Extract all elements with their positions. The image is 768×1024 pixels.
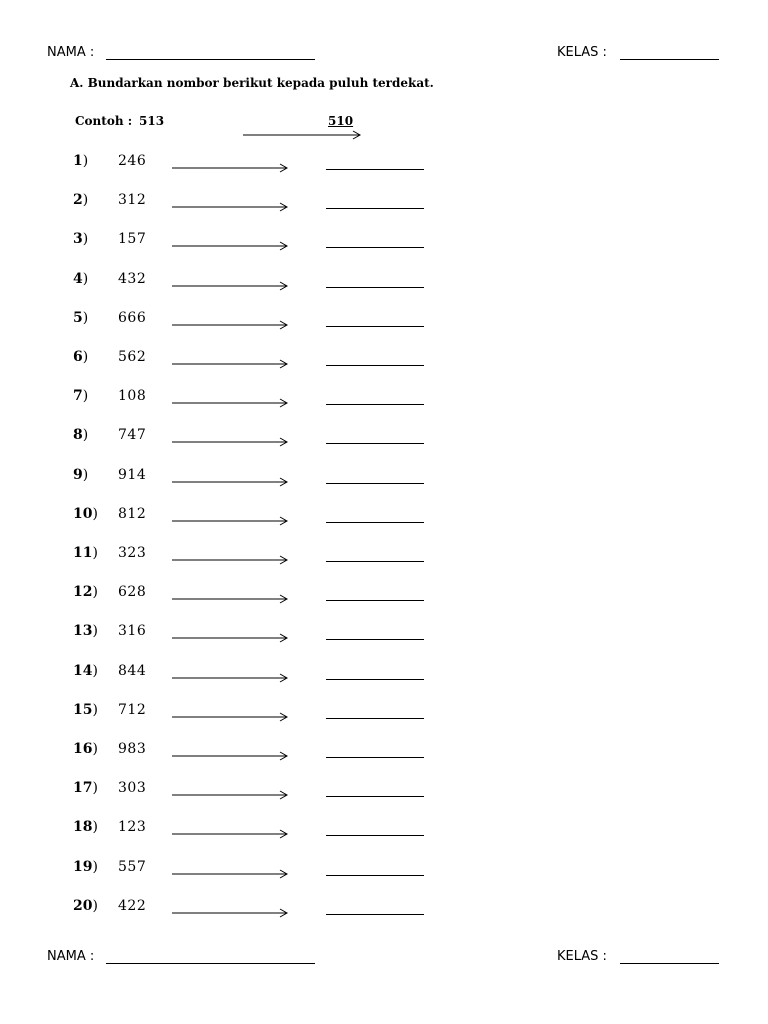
question-index: 1) bbox=[73, 153, 89, 169]
footer-class-label: KELAS : bbox=[557, 949, 607, 964]
question-number: 422 bbox=[118, 898, 147, 914]
arrow-icon bbox=[172, 319, 290, 331]
answer-blank[interactable] bbox=[326, 326, 424, 327]
question-number: 666 bbox=[118, 310, 147, 326]
arrow-icon bbox=[172, 554, 290, 566]
question-number: 557 bbox=[118, 859, 147, 875]
question-row bbox=[0, 310, 768, 334]
arrow-icon bbox=[172, 240, 290, 252]
question-number: 432 bbox=[118, 271, 147, 287]
arrow-icon bbox=[172, 868, 290, 880]
question-index: 16) bbox=[73, 741, 98, 757]
arrow-icon bbox=[172, 907, 290, 919]
question-row bbox=[0, 545, 768, 569]
footer-class-field[interactable] bbox=[620, 963, 719, 964]
answer-blank[interactable] bbox=[326, 169, 424, 170]
answer-blank[interactable] bbox=[326, 639, 424, 640]
question-row bbox=[0, 702, 768, 726]
answer-blank[interactable] bbox=[326, 561, 424, 562]
question-number: 323 bbox=[118, 545, 147, 561]
footer-name-label: NAMA : bbox=[47, 949, 95, 964]
question-index-number: 9 bbox=[73, 467, 83, 483]
question-index: 17) bbox=[73, 780, 98, 796]
question-row bbox=[0, 780, 768, 804]
question-index-number: 13 bbox=[73, 623, 93, 639]
question-index-number: 17 bbox=[73, 780, 93, 796]
question-index-number: 19 bbox=[73, 859, 93, 875]
question-number: 844 bbox=[118, 663, 147, 679]
question-row bbox=[0, 467, 768, 491]
question-index: 7) bbox=[73, 388, 89, 404]
question-index: 3) bbox=[73, 231, 89, 247]
question-row bbox=[0, 231, 768, 255]
question-number: 303 bbox=[118, 780, 147, 796]
question-index-number: 10 bbox=[73, 506, 93, 522]
answer-blank[interactable] bbox=[326, 483, 424, 484]
question-index-number: 11 bbox=[73, 545, 93, 561]
question-row bbox=[0, 859, 768, 883]
question-number: 983 bbox=[118, 741, 147, 757]
arrow-icon bbox=[172, 711, 290, 723]
arrow-icon bbox=[172, 397, 290, 409]
question-row bbox=[0, 663, 768, 687]
example-label: Contoh : bbox=[75, 114, 133, 128]
question-number: 108 bbox=[118, 388, 147, 404]
question-row bbox=[0, 741, 768, 765]
question-number: 157 bbox=[118, 231, 147, 247]
example-arrow-icon bbox=[243, 129, 363, 141]
question-number: 914 bbox=[118, 467, 147, 483]
answer-blank[interactable] bbox=[326, 835, 424, 836]
question-row bbox=[0, 271, 768, 295]
question-index-number: 18 bbox=[73, 819, 93, 835]
question-index-number: 3 bbox=[73, 231, 83, 247]
question-index-number: 6 bbox=[73, 349, 83, 365]
question-index: 11) bbox=[73, 545, 98, 561]
question-index: 5) bbox=[73, 310, 89, 326]
arrow-icon bbox=[172, 515, 290, 527]
question-index: 19) bbox=[73, 859, 98, 875]
question-row bbox=[0, 349, 768, 373]
question-row bbox=[0, 623, 768, 647]
question-index-number: 8 bbox=[73, 427, 83, 443]
question-row bbox=[0, 192, 768, 216]
question-index-number: 12 bbox=[73, 584, 93, 600]
question-index: 2) bbox=[73, 192, 89, 208]
question-index: 15) bbox=[73, 702, 98, 718]
question-row bbox=[0, 153, 768, 177]
question-index-number: 4 bbox=[73, 271, 83, 287]
footer-name-field[interactable] bbox=[106, 963, 315, 964]
arrow-icon bbox=[172, 162, 290, 174]
question-row bbox=[0, 819, 768, 843]
question-number: 312 bbox=[118, 192, 147, 208]
answer-blank[interactable] bbox=[326, 875, 424, 876]
answer-blank[interactable] bbox=[326, 914, 424, 915]
example-number: 513 bbox=[139, 114, 165, 128]
arrow-icon bbox=[172, 201, 290, 213]
question-index-number: 14 bbox=[73, 663, 93, 679]
question-index-number: 1 bbox=[73, 153, 83, 169]
question-index: 18) bbox=[73, 819, 98, 835]
question-number: 316 bbox=[118, 623, 147, 639]
arrow-icon bbox=[172, 672, 290, 684]
question-index: 20) bbox=[73, 898, 98, 914]
arrow-icon bbox=[172, 828, 290, 840]
question-index-number: 2 bbox=[73, 192, 83, 208]
answer-blank[interactable] bbox=[326, 365, 424, 366]
question-number: 562 bbox=[118, 349, 147, 365]
answer-blank[interactable] bbox=[326, 443, 424, 444]
question-index-number: 15 bbox=[73, 702, 93, 718]
question-row bbox=[0, 506, 768, 530]
question-number: 123 bbox=[118, 819, 147, 835]
question-index: 12) bbox=[73, 584, 98, 600]
question-index: 13) bbox=[73, 623, 98, 639]
answer-blank[interactable] bbox=[326, 208, 424, 209]
arrow-icon bbox=[172, 750, 290, 762]
answer-blank[interactable] bbox=[326, 600, 424, 601]
header-name-field[interactable] bbox=[106, 59, 315, 60]
answer-blank[interactable] bbox=[326, 522, 424, 523]
answer-blank[interactable] bbox=[326, 247, 424, 248]
answer-blank[interactable] bbox=[326, 404, 424, 405]
question-number: 246 bbox=[118, 153, 147, 169]
answer-blank[interactable] bbox=[326, 718, 424, 719]
question-index-number: 5 bbox=[73, 310, 83, 326]
question-index: 10) bbox=[73, 506, 98, 522]
question-index-number: 16 bbox=[73, 741, 93, 757]
answer-blank[interactable] bbox=[326, 796, 424, 797]
question-row bbox=[0, 584, 768, 608]
question-row bbox=[0, 427, 768, 451]
question-number: 747 bbox=[118, 427, 147, 443]
question-index: 6) bbox=[73, 349, 89, 365]
header-class-label: KELAS : bbox=[557, 45, 607, 60]
question-number: 712 bbox=[118, 702, 147, 718]
question-index: 9) bbox=[73, 467, 89, 483]
example-answer: 510 bbox=[328, 114, 354, 128]
arrow-icon bbox=[172, 632, 290, 644]
question-number: 628 bbox=[118, 584, 147, 600]
question-index-number: 7 bbox=[73, 388, 83, 404]
question-index-number: 20 bbox=[73, 898, 93, 914]
arrow-icon bbox=[172, 593, 290, 605]
arrow-icon bbox=[172, 789, 290, 801]
arrow-icon bbox=[172, 436, 290, 448]
question-index: 4) bbox=[73, 271, 89, 287]
arrow-icon bbox=[172, 280, 290, 292]
answer-blank[interactable] bbox=[326, 757, 424, 758]
question-index: 8) bbox=[73, 427, 89, 443]
header-class-field[interactable] bbox=[620, 59, 719, 60]
answer-blank[interactable] bbox=[326, 287, 424, 288]
header-name-label: NAMA : bbox=[47, 45, 95, 60]
question-number: 812 bbox=[118, 506, 147, 522]
question-row bbox=[0, 388, 768, 412]
arrow-icon bbox=[172, 358, 290, 370]
answer-blank[interactable] bbox=[326, 679, 424, 680]
section-instruction: A. Bundarkan nombor berikut kepada puluh terdekat. bbox=[70, 76, 434, 90]
question-row bbox=[0, 898, 768, 922]
question-index: 14) bbox=[73, 663, 98, 679]
arrow-icon bbox=[172, 476, 290, 488]
